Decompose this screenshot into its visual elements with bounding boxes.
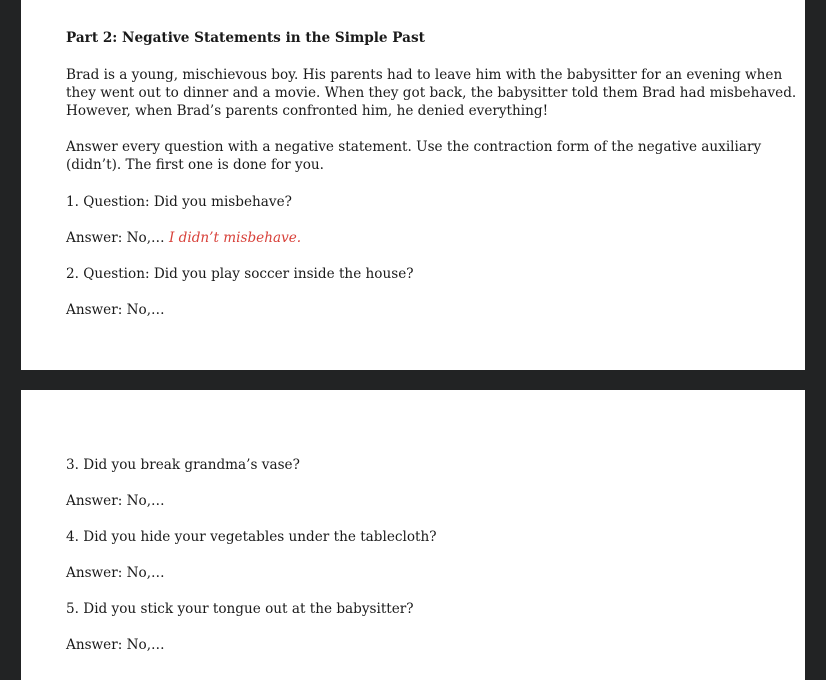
worksheet-page-1 <box>21 0 805 370</box>
question-3: 3. Did you break grandma’s vase? <box>66 457 300 473</box>
answer-3: Answer: No,… <box>66 493 165 509</box>
question-4: 4. Did you hide your vegetables under the tablecloth? <box>66 529 437 545</box>
answer-2: Answer: No,… <box>66 302 165 318</box>
answer-1 <box>66 229 301 247</box>
instruction-line-1: Answer every question with a negative statement. Use the contraction form of the negative auxiliary <box>66 139 762 155</box>
question-5: 5. Did you stick your tongue out at the babysitter? <box>66 601 414 617</box>
worksheet-page-2 <box>21 390 805 680</box>
intro-line-3: However, when Brad’s parents confronted him, he denied everything! <box>66 103 549 119</box>
answer-1-example: I didn’t misbehave. <box>168 230 302 246</box>
question-1: 1. Question: Did you misbehave? <box>66 194 292 210</box>
answer-5: Answer: No,… <box>66 637 165 653</box>
question-2: 2. Question: Did you play soccer inside the house? <box>66 266 414 282</box>
intro-line-2: they went out to dinner and a movie. When they got back, the babysitter told them Brad had misbehaved. <box>66 85 797 101</box>
intro-line-1: Brad is a young, mischievous boy. His parents had to leave him with the babysitter for an evening when <box>66 67 783 83</box>
section-heading: Part 2: Negative Statements in the Simple Past <box>66 30 425 46</box>
answer-4: Answer: No,… <box>66 565 165 581</box>
answer-1-prefix: Answer: No,… <box>66 230 169 246</box>
instruction-line-2: (didn’t). The first one is done for you. <box>66 157 324 173</box>
